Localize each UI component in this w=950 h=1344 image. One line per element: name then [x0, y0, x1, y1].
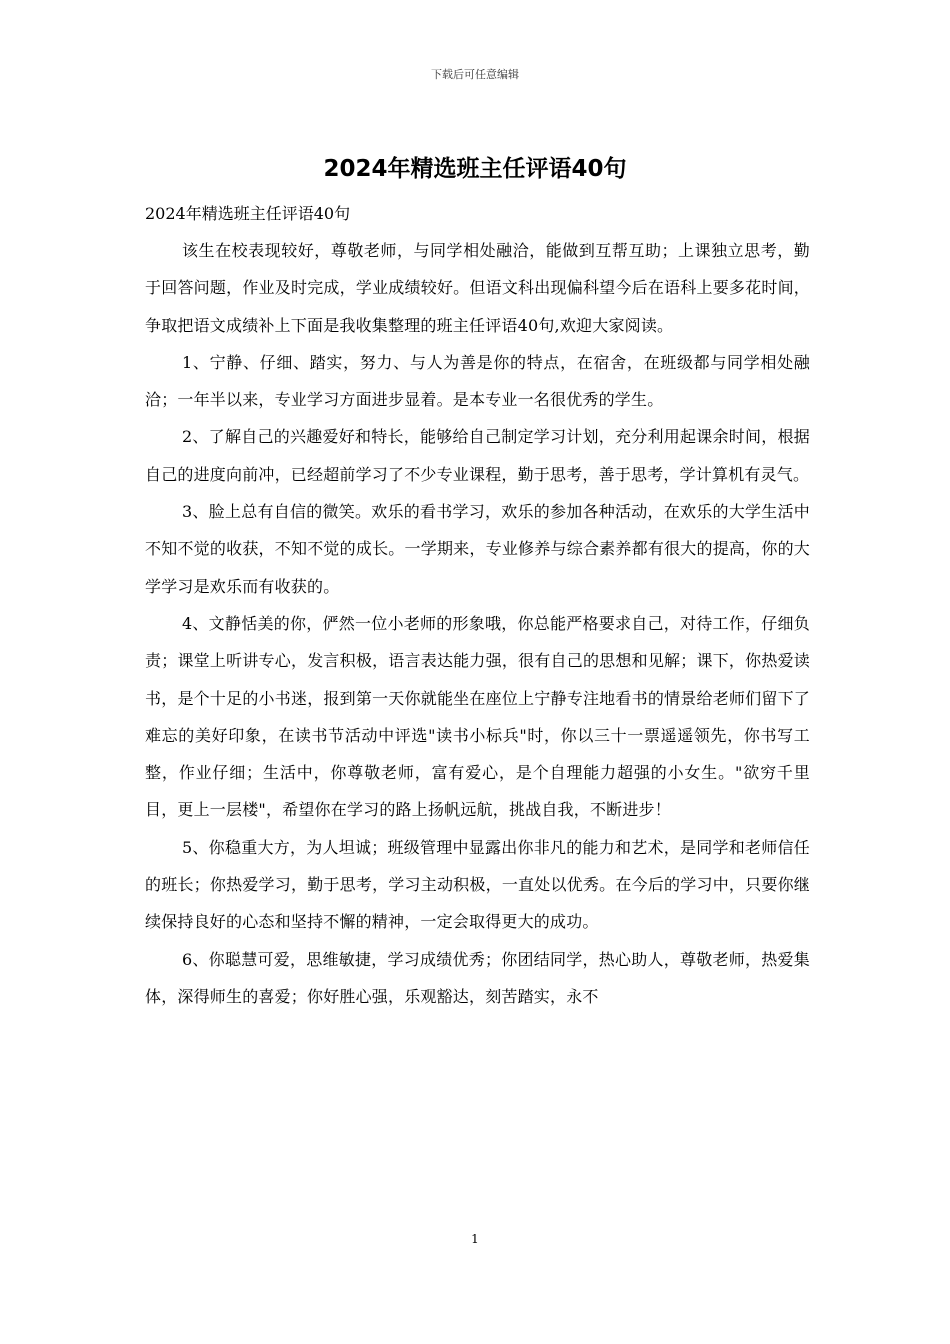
comment-paragraph-1: 1、宁静、仔细、踏实，努力、与人为善是你的特点，在宿舍，在班级都与同学相处融洽；一年半以来，专业学习方面进步显着。是本专业一名很优秀的学生。 — [145, 352, 810, 410]
comment-paragraph-5: 5、你稳重大方，为人坦诚；班级管理中显露出你非凡的能力和艺术，是同学和老师信任的班长；你热爱学习，勤于思考，学习主动积极，一直处以优秀。在今后的学习中，只要你继续保持良好的心态和坚持不懈的精神，一定会取得更大的成功。 — [145, 837, 810, 932]
intro-paragraph: 该生在校表现较好，尊敬老师，与同学相处融洽，能做到互帮互助；上课独立思考，勤于回答问题，作业及时完成，学业成绩较好。但语文科出现偏科望今后在语科上要多花时间，争取把语文成绩补上下面是我收集整理的班主任评语40句,欢迎大家阅读。 — [145, 241, 810, 335]
page-header: 下载后可任意编辑 — [431, 68, 519, 81]
document-subtitle: 2024年精选班主任评语40句 — [145, 204, 351, 223]
page-number: 1 — [471, 1232, 479, 1246]
comment-paragraph-4: 4、文静恬美的你，俨然一位小老师的形象哦，你总能严格要求自己，对待工作，仔细负责；课堂上听讲专心，发言积极，语言表达能力强，很有自己的思想和见解；课下，你热爱读书，是个十足的小书迷，报到第一天你就能坐在座位上宁静专注地看书的情景给老师们留下了难忘的美好印象，在读书节活动中评选"读书小标兵"时，你以三十一票遥遥领先，你书写工整，作业仔细；生活中，你尊敬老师，富有爱心，是个自理能力超强的小女生。"欲穷千里目，更上一层楼"，希望你在学习的路上扬帆远航，挑战自我，不断进步！ — [145, 613, 810, 820]
document-title: 2024年精选班主任评语40句 — [323, 156, 627, 182]
comment-paragraph-2: 2、了解自己的兴趣爱好和特长，能够给自己制定学习计划，充分利用起课余时间，根据自己的进度向前冲，已经超前学习了不少专业课程，勤于思考，善于思考，学计算机有灵气。 — [145, 427, 810, 484]
comment-paragraph-3: 3、脸上总有自信的微笑。欢乐的看书学习，欢乐的参加各种活动，在欢乐的大学生活中不知不觉的收获，不知不觉的成长。一学期来，专业修养与综合素养都有很大的提高，你的大学学习是欢乐而有收获的。 — [145, 502, 810, 596]
document-body — [145, 195, 810, 1015]
comment-paragraph-6: 6、你聪慧可爱，思维敏捷，学习成绩优秀；你团结同学，热心助人，尊敬老师，热爱集体，深得师生的喜爱；你好胜心强，乐观豁达，刻苦踏实，永不 — [145, 949, 810, 1006]
